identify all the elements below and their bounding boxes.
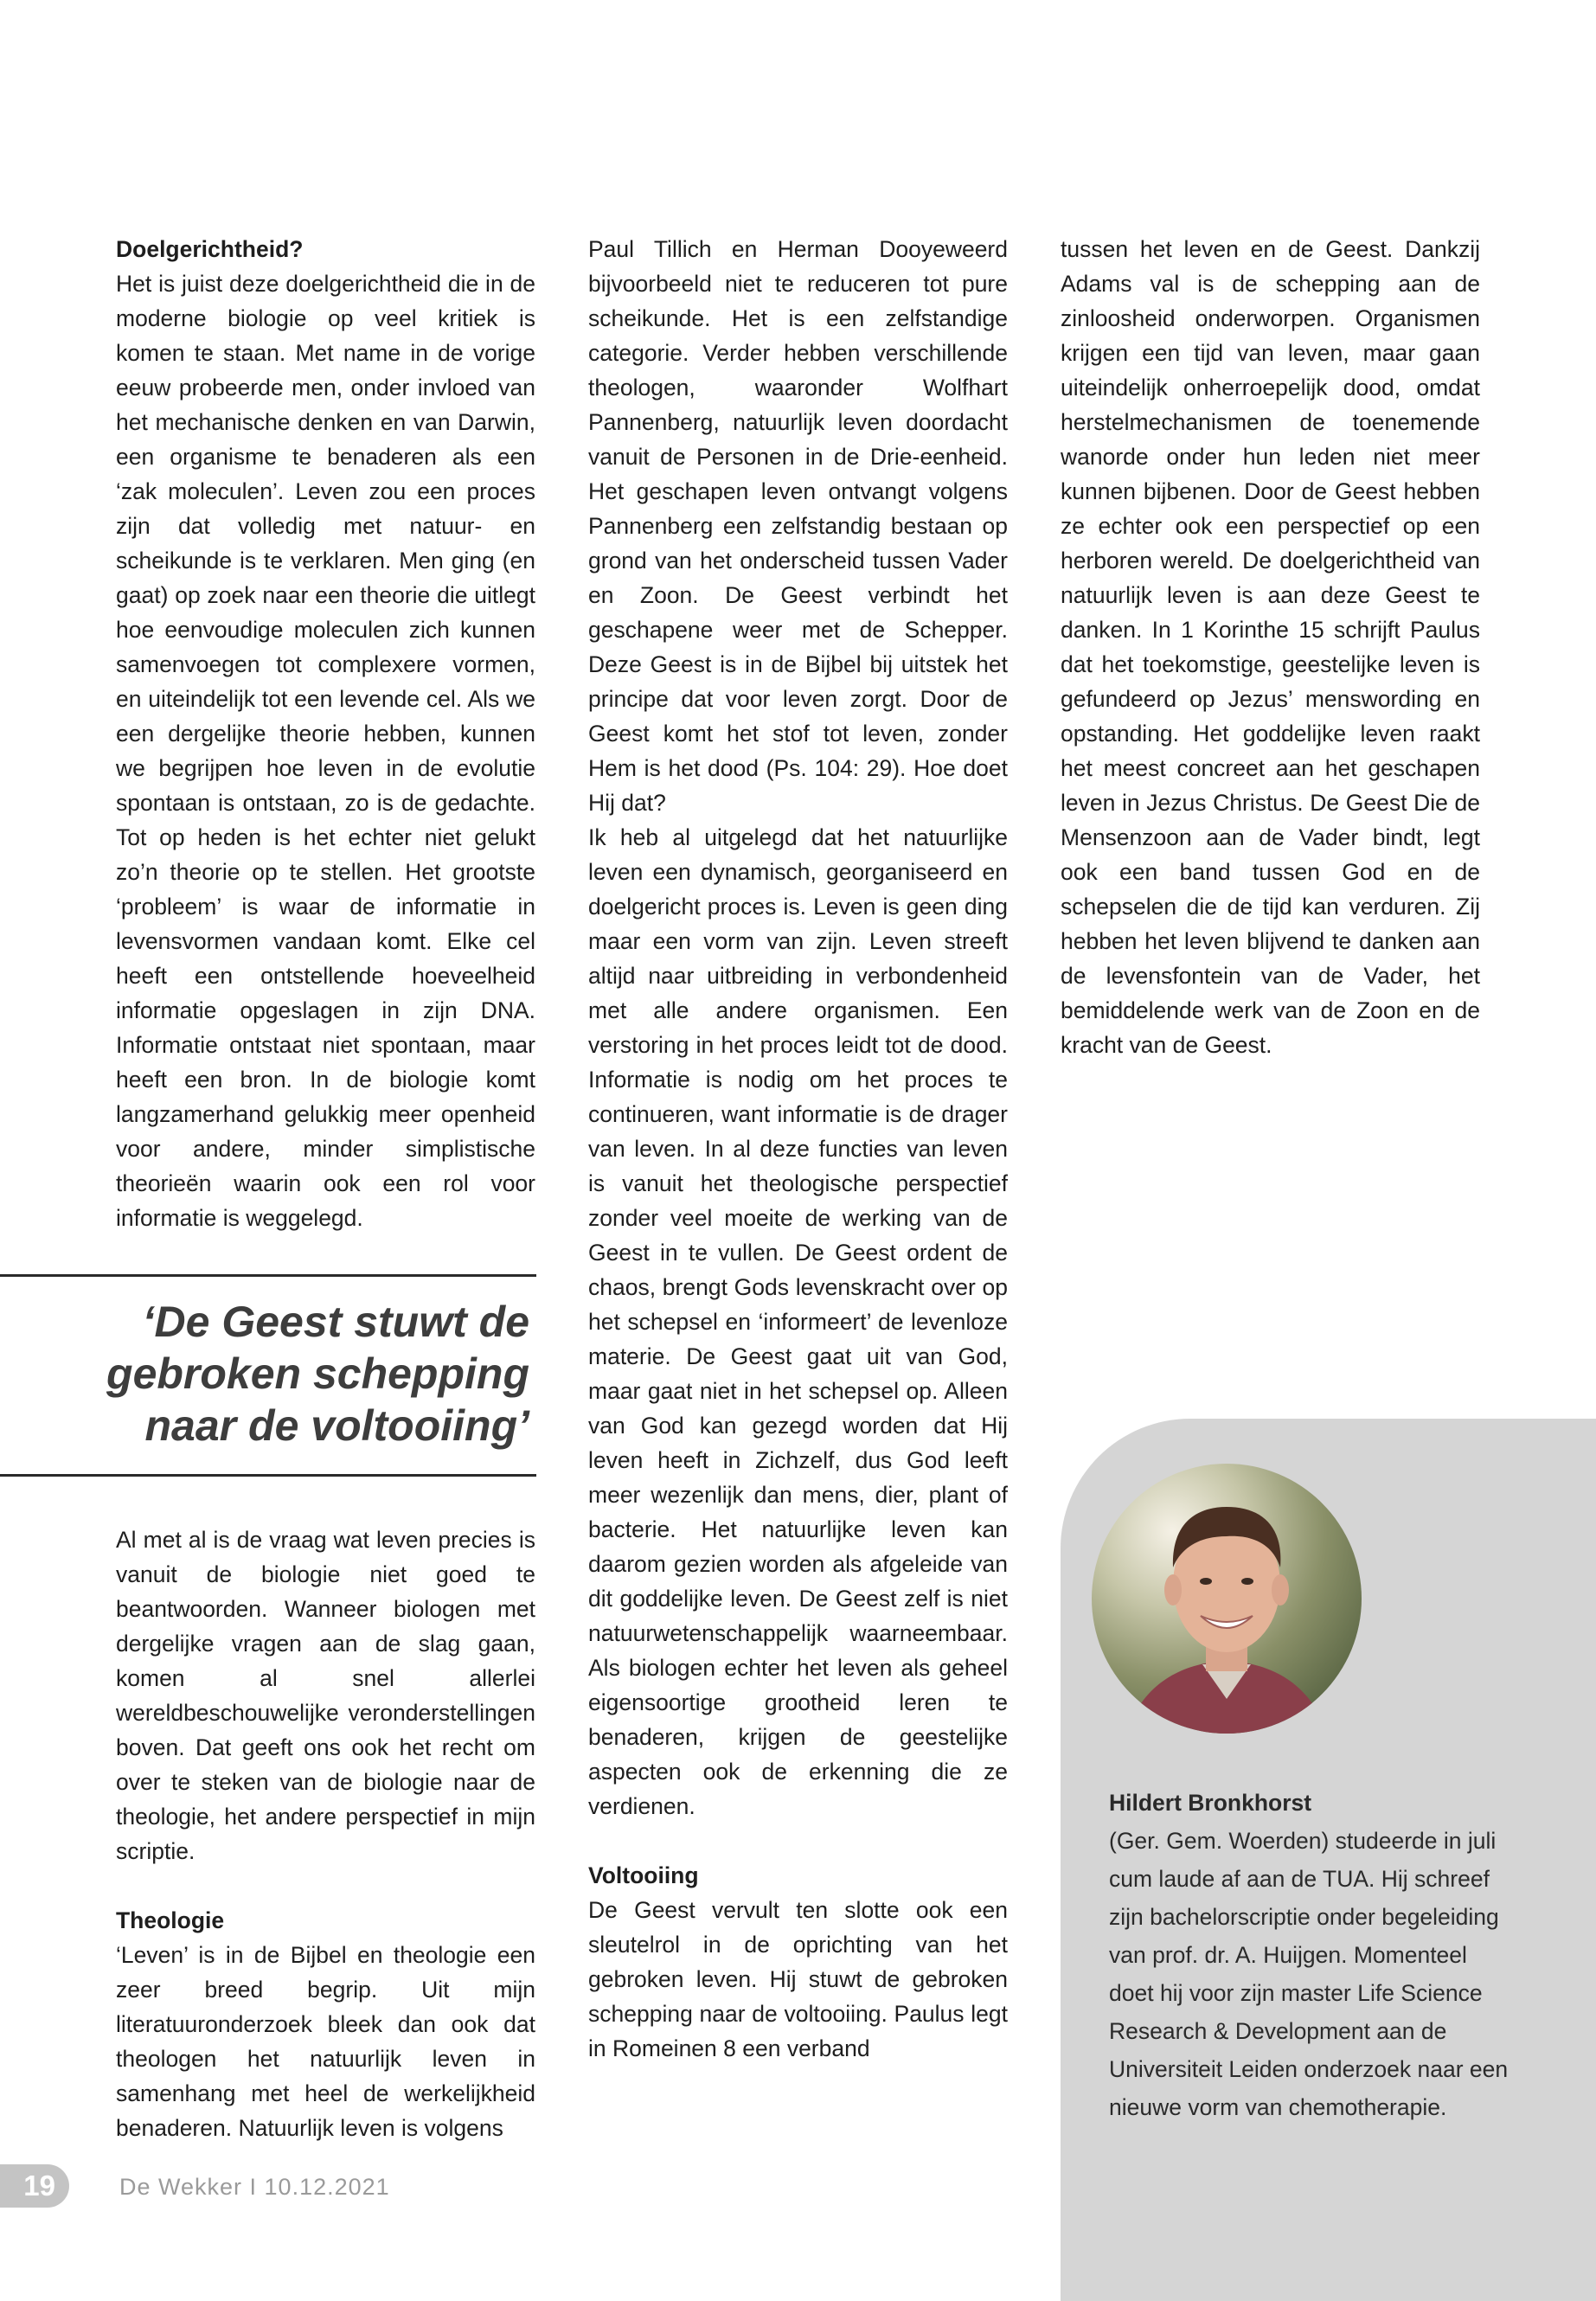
- section-heading-doelgerichtheid: Doelgerichtheid?: [116, 236, 304, 262]
- author-name: Hildert Bronkhorst: [1109, 1790, 1312, 1816]
- section-heading-theologie: Theologie: [116, 1907, 225, 1933]
- section-heading-voltooiing: Voltooiing: [588, 1862, 699, 1888]
- page-number-badge: [0, 2164, 69, 2208]
- author-bio: [1109, 1784, 1516, 2126]
- column-1-continued: [116, 1522, 535, 2145]
- column-1: [116, 232, 535, 1235]
- portrait-illustration: [1092, 1464, 1362, 1734]
- page-number: 19: [23, 2170, 55, 2202]
- body-paragraph: Het is juist deze doelgerichtheid die in de moderne biologie op veel kritiek is komen te staan. Met name in de vorige eeuw probeerde men, onder invloed van het mechanische denken en van Darwin, een organisme te benaderen als een ‘zak moleculen’. Leven zou een proces zijn dat volledig met natuur- en scheikunde is te verklaren. Men ging (en gaat) op zoek naar een theorie die uitlegt hoe eenvoudige moleculen zich kunnen samenvoegen tot complexere vormen, en uiteindelijk tot een levende cel. Als we een dergelijke theorie hebben, kunnen we begrijpen hoe leven in de evolutie spontaan is ontstaan, zo is de gedachte. Tot op heden is het echter niet gelukt zo’n theorie op te stellen. Het grootste ‘probleem’ is waar de informatie in levensvormen vandaan komt. Elke cel heeft een ontstellende hoeveelheid informatie opgeslagen in zijn DNA. Informatie ontstaat niet spontaan, maar heeft een bron. In de biologie komt langzamerhand gelukkig meer openheid voor andere, minder simplistische theorieën waarin ook een rol voor informatie is weggelegd.: [116, 271, 535, 1231]
- pull-quote: [0, 1274, 536, 1477]
- column-2: [588, 232, 1008, 2066]
- footer-publication: De Wekker I 10.12.2021: [119, 2174, 390, 2200]
- body-paragraph: Ik heb al uitgelegd dat het natuurlijke leven een dynamisch, georganiseerd en doelgericht proces is. Leven is geen ding maar een vorm van zijn. Leven streeft altijd naar uitbreiding in verbondenheid met alle andere organismen. Een verstoring in het proces leidt tot de dood. Informatie is nodig om het proces te continueren, want informatie is de drager van leven. In al deze functies van leven is vanuit het theologische perspectief zonder veel moeite de werking van de Geest in te vullen. De Geest ordent de chaos, brengt Gods levenskracht over op het schepsel en ‘informeert’ de levenloze materie. De Geest gaat uit van God, maar gaat niet in het schepsel op. Alleen van God kan gezegd worden dat Hij leven heeft in Zichzelf, dus God leeft meer wezenlijk dan mens, dier, plant of bacterie. Het natuurlijke leven kan daarom gezien worden als afgeleide van dit goddelijke leven. De Geest zelf is niet natuurwetenschappelijk waarneembaar. Als biologen echter het leven als geheel eigensoortige grootheid leren te benaderen, krijgen de geestelijke aspecten ook de erkenning die ze verdienen.: [588, 824, 1008, 1819]
- author-description: (Ger. Gem. Woerden) studeerde in juli cum laude af aan de TUA. Hij schreef zijn bachelorscriptie onder begeleiding van prof. dr. A. Huijgen. Momenteel doet hij voor zijn master Life Science Research & Development aan de Universiteit Leiden onderzoek naar een nieuwe vorm van chemotherapie.: [1109, 1828, 1509, 2120]
- author-portrait: [1092, 1464, 1362, 1734]
- pull-quote-text: ‘De Geest stuwt de gebroken schepping naar de voltooiing’: [106, 1298, 529, 1450]
- body-paragraph: ‘Leven’ is in de Bijbel en theologie een zeer breed begrip. Uit mijn literatuuronderzoek bleek dan ook dat theologen het natuurlijk leven in samenhang met heel de werkelijkheid benaderen. Natuurlijk leven is volgens: [116, 1942, 535, 2141]
- body-paragraph: De Geest vervult ten slotte ook een sleutelrol in de oprichting van het gebroken leven. Hij stuwt de gebroken schepping naar de voltooiing. Paulus legt in Romeinen 8 een verband: [588, 1897, 1008, 2061]
- body-paragraph: tussen het leven en de Geest. Dankzij Adams val is de schepping aan de zinloosheid onderworpen. Organismen krijgen een tijd van leven, maar gaan uiteindelijk onherroepelijk dood, omdat herstelmechanismen de toenemende wanorde onder hun leden niet meer kunnen bijbenen. Door de Geest hebben ze echter ook een perspectief op een herboren wereld. De doelgerichtheid van natuurlijk leven is aan deze Geest te danken. In 1 Korinthe 15 schrijft Paulus dat het toekomstige, geestelijke leven is gefundeerd op Jezus’ menswording en opstanding. Het goddelijke leven raakt het meest concreet aan het geschapen leven in Jezus Christus. De Geest Die de Mensenzoon aan de Vader bindt, legt ook een band tussen God en de schepselen die de tijd kan verduren. Zij hebben het leven blijvend te danken aan de levensfontein van de Vader, het bemiddelende werk van de Zoon en de kracht van de Geest.: [1061, 236, 1480, 1058]
- body-paragraph: Al met al is de vraag wat leven precies is vanuit de biologie niet goed te beantwoorden. Wanneer biologen met dergelijke vragen aan de slag gaan, komen al snel allerlei wereldbeschouwelijke veronderstellingen boven. Dat geeft ons ook het recht om over te steken van de biologie naar de theologie, het andere perspectief in mijn scriptie.: [116, 1527, 535, 1864]
- body-paragraph: Paul Tillich en Herman Dooyeweerd bijvoorbeeld niet te reduceren tot pure scheikunde. Het is een zelfstandige categorie. Verder hebben verschillende theologen, waaronder Wolfhart Pannenberg, natuurlijk leven doordacht vanuit de Personen in de Drie-eenheid. Het geschapen leven ontvangt volgens Pannenberg een zelfstandig bestaan op grond van het onderscheid tussen Vader en Zoon. De Geest verbindt het geschapene weer met de Schepper. Deze Geest is in de Bijbel bij uitstek het principe dat voor leven zorgt. Door de Geest komt het stof tot leven, zonder Hem is het dood (Ps. 104: 29). Hoe doet Hij dat?: [588, 236, 1008, 816]
- column-3: [1061, 232, 1480, 1062]
